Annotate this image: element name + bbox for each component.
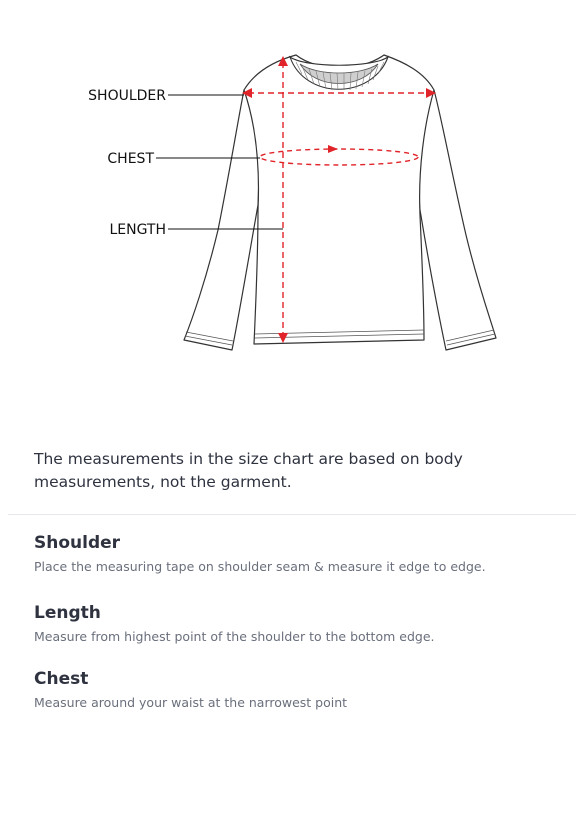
sweater-illustration	[184, 55, 496, 350]
guide-desc-shoulder: Place the measuring tape on shoulder seam & measure it edge to edge.	[34, 559, 486, 574]
size-chart-note: The measurements in the size chart are based on body measurements, not the garment.	[34, 450, 463, 491]
left-sleeve	[184, 90, 259, 350]
guide-length	[34, 602, 554, 646]
section-divider	[8, 514, 576, 515]
guide-chest	[34, 668, 554, 712]
garment-measurement-diagram	[0, 0, 578, 380]
sweater-torso	[244, 55, 434, 344]
guide-title-chest: Chest	[34, 669, 89, 689]
guide-desc-length: Measure from highest point of the shoulder to the bottom edge.	[34, 629, 435, 644]
shoulder-label: SHOULDER	[88, 88, 166, 104]
chest-label: CHEST	[107, 151, 154, 167]
guide-title-shoulder: Shoulder	[34, 533, 121, 553]
guide-desc-chest: Measure around your waist at the narrowest point	[34, 695, 348, 710]
guide-title-length: Length	[34, 603, 101, 623]
length-label: LENGTH	[109, 222, 166, 238]
guide-shoulder	[34, 532, 554, 576]
right-sleeve	[418, 90, 496, 350]
